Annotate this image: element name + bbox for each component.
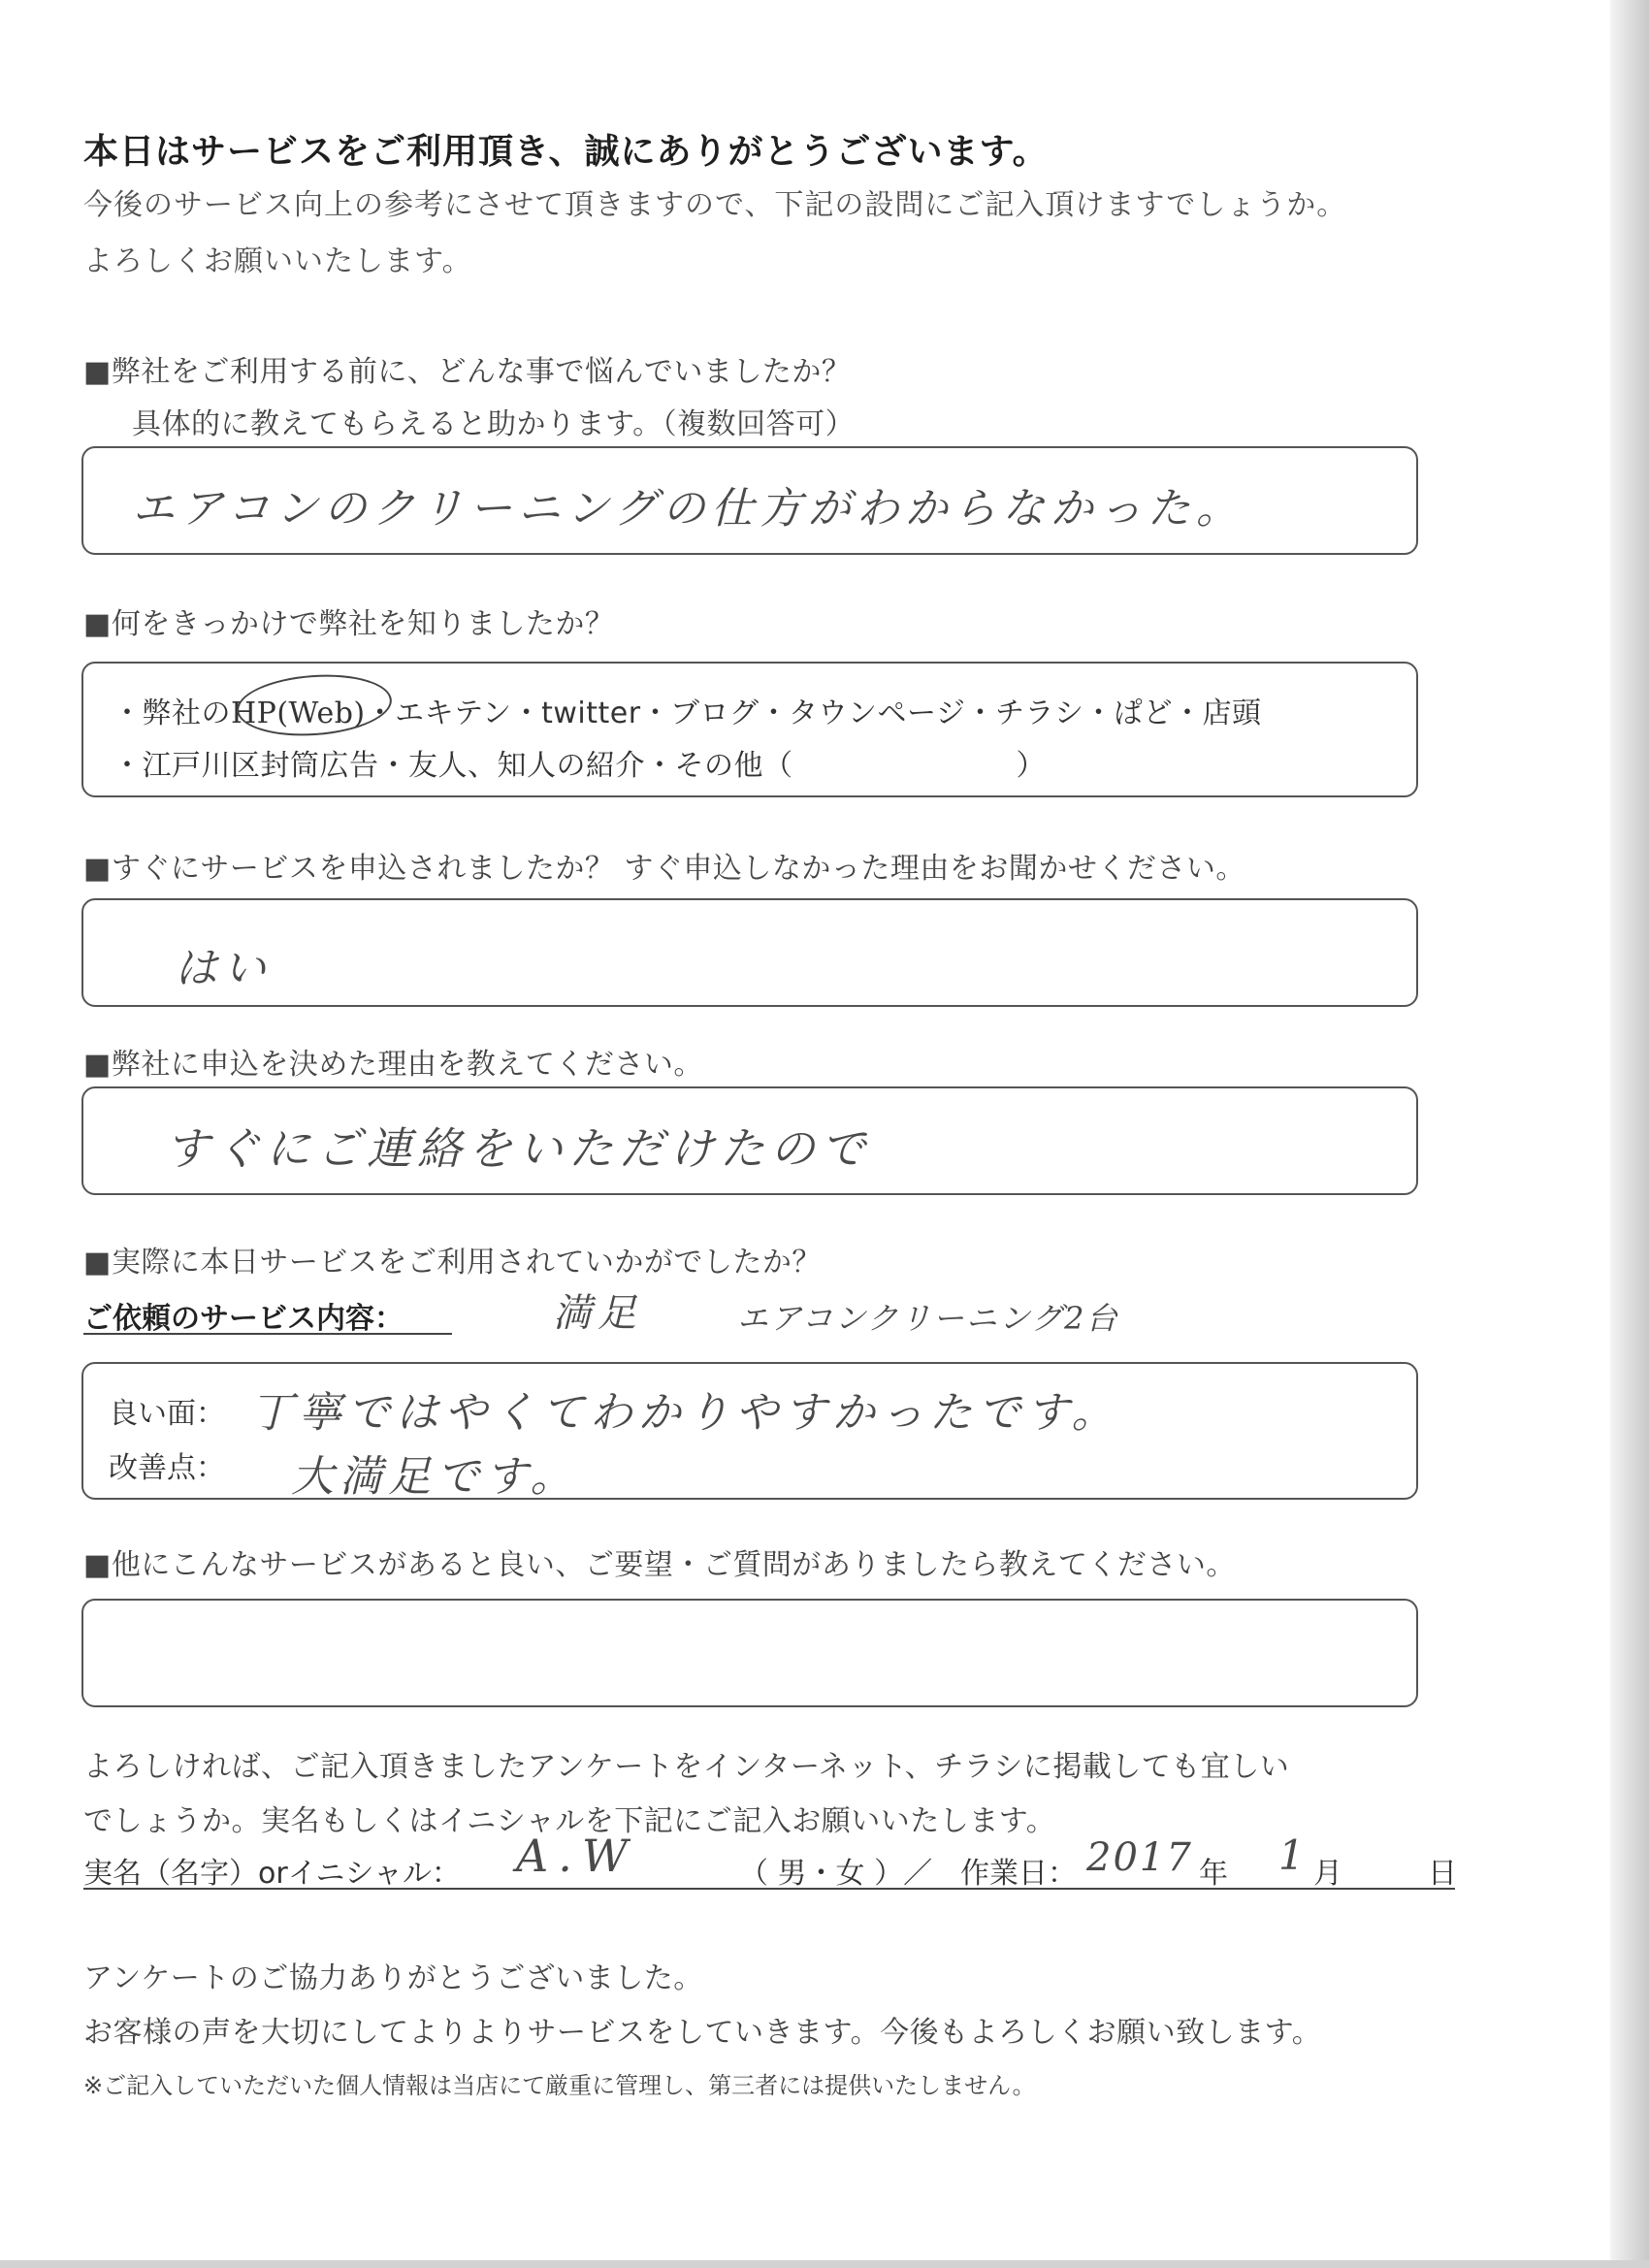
q1-subtext: 具体的に教えてもらえると助かります。（複数回答可） [132, 407, 856, 441]
consent-line-1: よろしければ、ご記入頂きましたアンケートをインターネット、チラシに掲載しても宜しい [83, 1750, 1290, 1784]
scan-shadow-bottom [0, 2260, 1649, 2268]
intro-line-1: 今後のサービス向上の参考にさせて頂きますので、下記の設問にご記入頂けますでしょうか。 [83, 188, 1347, 222]
thanks-line-1: アンケートのご協力ありがとうございました。 [83, 1961, 703, 1995]
scan-shadow-edge [1610, 0, 1649, 2268]
day-unit: 日 [1428, 1857, 1457, 1891]
q2-line2-close: ） [1016, 749, 1046, 783]
survey-title: 本日はサービスをご利用頂き、誠にありがとうございます。 [83, 132, 1049, 172]
q5-service-handwritten: エアコンクリーニング2台 [737, 1300, 1119, 1337]
gender-choice[interactable]: （ 男・女 ）／ [739, 1857, 933, 1891]
service-label-underline [83, 1333, 452, 1335]
name-handwritten[interactable]: A.W [516, 1830, 638, 1882]
q4-handwritten-answer: すぐにご連絡をいただけたので [165, 1122, 871, 1175]
year-handwritten[interactable]: 2017 [1086, 1835, 1193, 1880]
work-date-label: 作業日： [960, 1857, 1077, 1891]
good-points-label: 良い面： [109, 1397, 225, 1431]
q2-line2-options: ・江戸川区封筒広告・友人、知人の紹介・その他（ [113, 749, 793, 783]
month-handwritten[interactable]: 1 [1278, 1831, 1310, 1879]
consent-line-2: でしょうか。実名もしくはイニシャルを下記にご記入お願いいたします。 [83, 1804, 1056, 1838]
year-unit: 年 [1199, 1857, 1228, 1891]
thanks-line-2: お客様の声を大切にしてよりよりサービスをしていきます。今後もよろしくお願い致します。 [83, 2016, 1322, 2050]
improvement-handwritten: 大満足です。 [291, 1452, 579, 1502]
q1-handwritten-answer: エアコンのクリーニングの仕方がわからなかった。 [132, 484, 1245, 534]
name-date-underline [83, 1888, 1455, 1890]
month-unit: 月 [1313, 1857, 1342, 1891]
privacy-note: ※ご記入していただいた個人情報は当店にて厳重に管理し、第三者には提供いたしません。 [83, 2072, 1036, 2099]
q1-question: ■弊社をご利用する前に、どんな事で悩んでいましたか？ [83, 355, 852, 389]
q3-answer-box[interactable] [81, 898, 1418, 1007]
q2-options-line-2 [113, 741, 1046, 784]
good-points-handwritten: 丁寧ではやくてわかりやすかったです。 [250, 1388, 1120, 1438]
q2-option-hp-web[interactable]: HP(Web) [231, 697, 366, 730]
q5-rating-handwritten: 満足 [553, 1291, 642, 1336]
q6-question: ■他にこんなサービスがあると良い、ご要望・ご質問がありましたら教えてください。 [83, 1548, 1236, 1582]
q2-other-options: ・エキテン・twitter・ブログ・タウンページ・チラシ・ぱど・店頭 [365, 697, 1262, 730]
improvement-label: 改善点： [109, 1451, 225, 1485]
q2-prefix: ・弊社の [113, 697, 231, 730]
intro-line-2: よろしくお願いいたします。 [83, 244, 472, 278]
q4-question: ■弊社に申込を決めた理由を教えてください。 [83, 1048, 703, 1082]
service-content-label: ご依頼のサービス内容： [83, 1302, 404, 1336]
q3-handwritten-answer: はい [175, 944, 272, 993]
q3-question: ■すぐにサービスを申込されましたか？ すぐ申込しなかった理由をお聞かせください。 [83, 852, 1245, 886]
q6-answer-box[interactable] [81, 1599, 1418, 1707]
q5-question: ■実際に本日サービスをご利用されていかがでしたか？ [83, 1246, 822, 1280]
name-label: 実名（名字）orイニシャル： [83, 1857, 461, 1891]
q2-question: ■何をきっかけで弊社を知りましたか？ [83, 607, 615, 641]
